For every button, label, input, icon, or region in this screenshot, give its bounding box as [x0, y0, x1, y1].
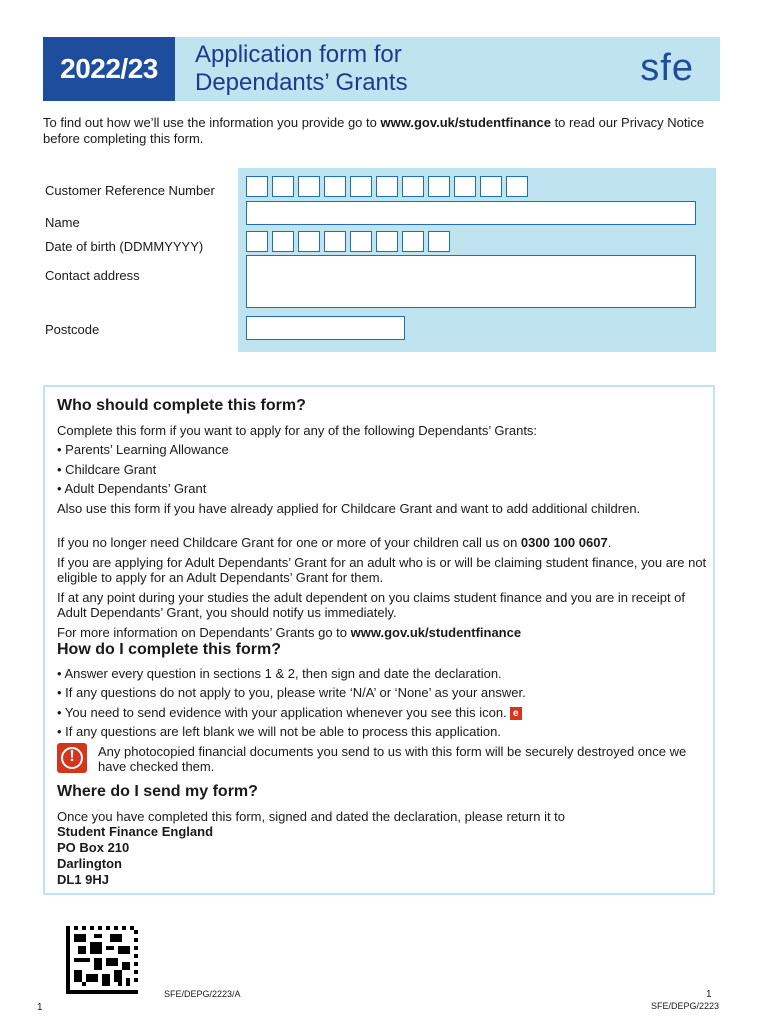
warning-mark: !: [69, 748, 75, 765]
how-bullet-3-text: • You need to send evidence with your application whenever you see this icon.: [57, 705, 507, 720]
postcode-label: Postcode: [45, 322, 100, 337]
crn-digit[interactable]: [428, 176, 450, 197]
how-heading: How do I complete this form?: [57, 641, 282, 658]
childcare-phone: 0300 100 0607: [520, 535, 608, 550]
form-code-right: SFE/DEPG/2223: [651, 1001, 720, 1011]
name-field[interactable]: [246, 201, 696, 225]
crn-input: [246, 176, 528, 197]
intro-text-before: To find out how we’ll use the information you provide go to: [43, 115, 381, 130]
dob-digit[interactable]: [324, 231, 346, 252]
where-intro: Once you have completed this form, signed and dated the declaration, please return it to: [57, 809, 566, 824]
evidence-icon: e: [510, 707, 522, 720]
crn-digit[interactable]: [376, 176, 398, 197]
name-label: Name: [45, 215, 80, 230]
dob-input: [246, 231, 450, 252]
datamatrix-code: [66, 926, 138, 994]
how-bullet-2: • If any questions do not apply to you, please write ‘N/A’ or ‘None’ as your answer.: [57, 685, 526, 700]
who-bullet-1: • Parents’ Learning Allowance: [57, 442, 229, 457]
who-bullet-2: • Childcare Grant: [57, 462, 157, 477]
dob-digit[interactable]: [428, 231, 450, 252]
warning-icon: [57, 743, 87, 773]
who-heading: Who should complete this form?: [57, 397, 306, 414]
page-number-left: 1: [37, 1002, 43, 1013]
dob-digit[interactable]: [246, 231, 268, 252]
warning-text: Any photocopied financial documents you send to us with this form will be securely destroyed once we have checked them.: [98, 744, 687, 774]
sfe-logo: sfe: [640, 47, 694, 89]
how-bullet-4: • If any questions are left blank we will not be able to process this application.: [57, 724, 501, 739]
intro-link[interactable]: www.gov.uk/studentfinance: [380, 115, 551, 130]
crn-digit[interactable]: [324, 176, 346, 197]
address-line-1: Student Finance England: [57, 824, 214, 839]
how-bullet-1: • Answer every question in sections 1 & 2, then sign and date the declaration.: [57, 666, 502, 681]
more-text: For more information on Dependants’ Grants go to: [57, 625, 351, 640]
dob-digit[interactable]: [402, 231, 424, 252]
address-label: Contact address: [45, 268, 140, 283]
dob-digit[interactable]: [272, 231, 294, 252]
who-intro: Complete this form if you want to apply for any of the following Dependants’ Grants:: [57, 423, 538, 438]
who-also: Also use this form if you have already applied for Childcare Grant and want to add additional children.: [57, 501, 641, 516]
childcare-text: If you no longer need Childcare Grant for one or more of your children call us on: [57, 535, 521, 550]
crn-digit[interactable]: [402, 176, 424, 197]
page-number-right: 1: [706, 989, 712, 1000]
title-line-1: Application form for: [195, 41, 402, 68]
who-notify: If at any point during your studies the adult dependent on you claims student finance and you are in receipt of Adult Dependants’ Grant, you should notify us immediately.: [57, 590, 686, 620]
privacy-intro: [43, 115, 723, 147]
more-link[interactable]: www.gov.uk/studentfinance: [350, 625, 522, 640]
dob-digit[interactable]: [350, 231, 372, 252]
crn-digit[interactable]: [350, 176, 372, 197]
how-bullet-3: [57, 705, 707, 720]
address-line-2: PO Box 210: [57, 840, 130, 855]
who-bullet-3: • Adult Dependants’ Grant: [57, 481, 207, 496]
crn-digit[interactable]: [454, 176, 476, 197]
crn-digit[interactable]: [246, 176, 268, 197]
header-banner: [43, 37, 720, 101]
intro-text-after: to read our Privacy Notice before completing this form.: [43, 115, 705, 146]
crn-digit[interactable]: [480, 176, 502, 197]
crn-digit[interactable]: [506, 176, 528, 197]
address-line-4: DL1 9HJ: [57, 872, 110, 887]
dob-digit[interactable]: [298, 231, 320, 252]
where-heading: Where do I send my form?: [57, 783, 258, 800]
address-line-3: Darlington: [57, 856, 122, 871]
title-line-2: Dependants’ Grants: [195, 69, 408, 96]
crn-label: Customer Reference Number: [45, 183, 215, 198]
form-code: SFE/DEPG/2223/A: [164, 989, 241, 999]
crn-digit[interactable]: [298, 176, 320, 197]
dob-label: Date of birth (DDMMYYYY): [45, 239, 204, 254]
who-childcare: [57, 535, 707, 550]
childcare-end: .: [607, 535, 612, 550]
form-year: 2022/23: [43, 37, 175, 101]
postcode-field[interactable]: [246, 316, 405, 340]
dob-digit[interactable]: [376, 231, 398, 252]
who-adult: If you are applying for Adult Dependants’ Grant for an adult who is or will be claiming student finance, you are not eligible to apply for an Adult Dependants’ Grant for them.: [57, 555, 707, 585]
crn-digit[interactable]: [272, 176, 294, 197]
who-more: [57, 625, 707, 640]
page-title: [195, 41, 408, 97]
address-field[interactable]: [246, 255, 696, 308]
